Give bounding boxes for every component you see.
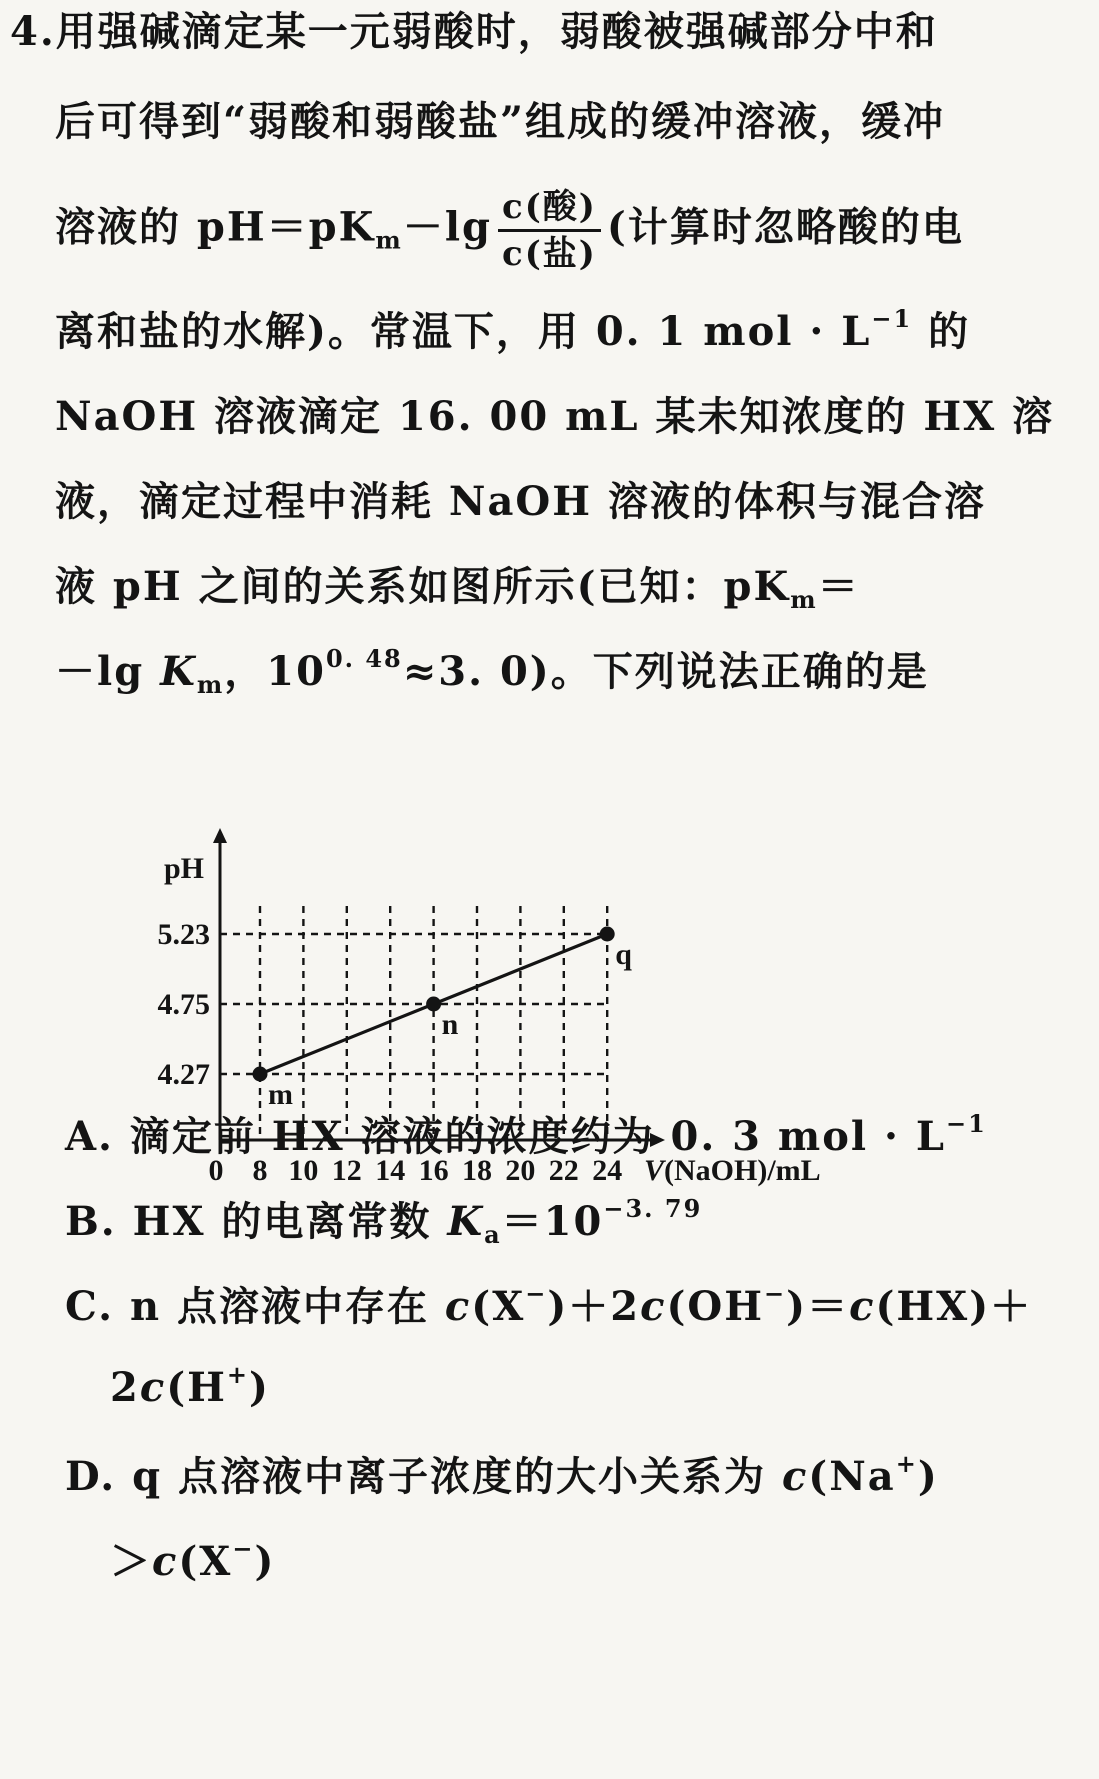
subscript: m: [375, 225, 403, 255]
superscript: +: [226, 1360, 250, 1389]
x-tick-label: 0: [208, 1154, 224, 1187]
stem-text: ，10: [224, 648, 326, 695]
option-c-text: (X: [471, 1283, 526, 1330]
option-c-text: ): [249, 1364, 270, 1411]
question-line-1: [10, 0, 938, 57]
option-a[interactable]: [65, 1105, 987, 1162]
stem-text: (计算时忽略酸的电: [606, 203, 964, 251]
x-axis-label-rest: (NaOH)/mL: [664, 1154, 821, 1187]
option-d-text: ): [917, 1453, 939, 1500]
option-d-line-2: [110, 1530, 275, 1587]
fraction-denominator: c(盐): [502, 234, 597, 274]
y-tick-label: 4.27: [157, 1058, 210, 1091]
question-line-2: [55, 90, 945, 147]
option-b-text: K: [447, 1198, 485, 1245]
superscript: −1: [871, 304, 913, 333]
question-line-4: [55, 300, 970, 357]
superscript: −1: [946, 1109, 987, 1138]
stem-text: 液，滴定过程中消耗 NaOH 溶液的体积与混合溶: [55, 478, 986, 525]
question-number: 4.: [10, 8, 56, 55]
option-a-text: A. 滴定前 HX 溶液的浓度约为 0. 3 mol · L: [65, 1113, 947, 1160]
subscript: a: [484, 1220, 502, 1249]
stem-text: －lg: [402, 203, 492, 251]
option-d-text: c: [152, 1538, 179, 1585]
option-c-text: (H: [166, 1364, 227, 1411]
x-tick-label: 16: [418, 1154, 449, 1187]
point-label-n: n: [441, 1008, 459, 1041]
option-c[interactable]: [65, 1275, 1032, 1332]
option-c-text: c: [640, 1283, 667, 1330]
stem-text: 后可得到“弱酸和弱酸盐”组成的缓冲溶液，缓冲: [55, 98, 946, 145]
option-d-text: c: [781, 1453, 809, 1500]
question-line-8: [55, 640, 929, 699]
x-tick-label: 20: [505, 1154, 536, 1187]
point-label-m: m: [268, 1078, 293, 1111]
option-d-text: (X: [178, 1538, 233, 1585]
option-b[interactable]: [65, 1190, 702, 1249]
option-c-text: c: [849, 1283, 876, 1330]
question-line-5: [55, 385, 1054, 442]
option-d-text: D. q 点溶液中离子浓度的大小关系为: [65, 1453, 782, 1500]
x-tick-label: 22: [548, 1154, 579, 1187]
y-tick-label: 4.75: [157, 988, 210, 1021]
point-label-q: q: [615, 938, 632, 971]
fraction-numerator: c(酸): [498, 185, 601, 232]
superscript: −: [764, 1279, 787, 1308]
y-tick-label: 5.23: [157, 918, 210, 951]
option-c-text: )＋2: [547, 1283, 641, 1330]
question-line-6: [55, 470, 986, 527]
option-d[interactable]: [65, 1445, 939, 1502]
stem-text: 液 pH 之间的关系如图所示(已知：pK: [55, 563, 791, 610]
stem-text: 的: [912, 308, 971, 355]
option-b-text: B. HX 的电离常数: [65, 1198, 448, 1245]
stem-text: 离和盐的水解)。常温下，用 0. 1 mol · L: [55, 308, 872, 355]
subscript: m: [196, 670, 225, 699]
point-m: [253, 1067, 268, 1082]
option-d-text: ): [254, 1538, 276, 1585]
chart-series: [253, 927, 633, 1112]
stem-text: 溶液的 pH＝pK: [55, 203, 376, 251]
x-tick-label: 8: [252, 1154, 268, 1187]
x-tick-label: 24: [592, 1154, 623, 1187]
x-tick-label: 18: [462, 1154, 492, 1187]
superscript: +: [895, 1449, 918, 1478]
question-line-7: [55, 555, 860, 614]
x-tick-label: 14: [375, 1154, 406, 1187]
option-c-text: (OH: [666, 1283, 765, 1330]
option-c-text: c: [444, 1283, 472, 1330]
y-axis-label: pH: [163, 852, 205, 885]
option-c-text: 2: [110, 1364, 140, 1411]
x-tick-label: 10: [288, 1154, 319, 1187]
subscript: m: [790, 585, 818, 614]
option-c-text: C. n 点溶液中存在: [65, 1283, 445, 1330]
option-b-text: ＝10: [501, 1198, 604, 1245]
point-q: [600, 927, 615, 942]
fraction: [498, 185, 601, 276]
stem-text: K: [160, 648, 197, 695]
superscript: 0. 48: [325, 644, 403, 673]
stem-text: ≈3. 0)。下列说法正确的是: [402, 648, 929, 695]
option-c-text: (HX)＋: [875, 1283, 1033, 1330]
point-n: [426, 997, 441, 1012]
superscript: −: [525, 1279, 548, 1308]
option-c-text: c: [139, 1364, 167, 1411]
option-c-text: )＝: [786, 1283, 850, 1330]
stem-text: NaOH 溶液滴定 16. 00 mL 某未知浓度的 HX 溶: [55, 393, 1055, 440]
titration-chart: [150, 852, 870, 1210]
x-tick-label: 12: [331, 1154, 362, 1187]
option-d-text: (Na: [808, 1453, 896, 1500]
x-axis-label-italic: V: [644, 1154, 665, 1187]
y-axis-arrow: [213, 828, 227, 843]
question-line-3: [55, 185, 964, 276]
superscript: −: [232, 1534, 255, 1563]
stem-text: ＝: [817, 563, 860, 610]
option-d-text: ＞: [110, 1538, 152, 1585]
stem-text: 用强碱滴定某一元弱酸时，弱酸被强碱部分中和: [55, 8, 938, 55]
stem-text: －lg: [55, 648, 161, 695]
option-c-line-2: [110, 1360, 270, 1411]
superscript: −3. 79: [603, 1194, 703, 1223]
